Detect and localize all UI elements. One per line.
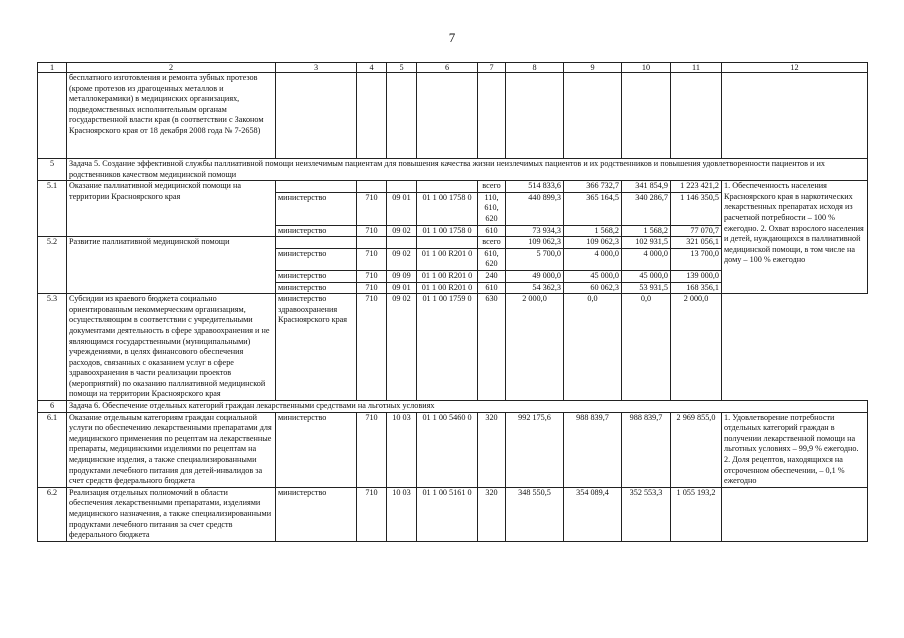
- column-header: 9: [564, 63, 622, 73]
- cell-code: 710: [357, 282, 387, 294]
- cell-expense-type: 610: [478, 282, 506, 294]
- cell-code: 09 02: [387, 294, 417, 401]
- cell-expense-type: 240: [478, 270, 506, 282]
- cell-amount: 5 700,0: [506, 248, 564, 270]
- cell-code: 01 1 00 R201 0: [417, 270, 478, 282]
- cell-expense-type: 110, 610, 620: [478, 192, 506, 225]
- column-header: 2: [67, 63, 276, 73]
- cell-amount: 77 070,7: [671, 225, 722, 237]
- table-row: [38, 412, 868, 487]
- cell-expense-type: 630: [478, 294, 506, 401]
- activity-name: бесплатного изготовления и ремонта зубных протезов (кроме протезов из драгоценных металлов и металлокерамики) в медицинских организациях, подведомственных исполнительным органам государственной власти края (в соответствии с Законом Красноярского края от 18 декабря 2008 года № 7-2658): [67, 73, 276, 159]
- cell-amount: 13 700,0: [671, 248, 722, 270]
- cell-code: 09 02: [387, 225, 417, 237]
- cell-code: 09 01: [387, 192, 417, 225]
- cell-code: 710: [357, 294, 387, 401]
- task-row: [38, 401, 868, 413]
- row-number: 6.1: [38, 412, 67, 487]
- cell-code: 01 1 00 1759 0: [417, 294, 478, 401]
- column-header: 3: [276, 63, 357, 73]
- cell-executor: министерство: [276, 270, 357, 282]
- column-header: 4: [357, 63, 387, 73]
- cell-amount: 60 062,3: [564, 282, 622, 294]
- cell-amount: 1 223 421,2: [671, 181, 722, 193]
- cell-amount: 2 000,0: [506, 294, 564, 401]
- column-header: 5: [387, 63, 417, 73]
- cell-amount: 45 000,0: [622, 270, 671, 282]
- activity-name: Субсидии из краевого бюджета социально ориентированным некоммерческим организациям, осуществляющим в соответствии с учредительными документами деятельность в сфере здравоохранения и не являющимся государственными (муниципальными) учреждениями, в целях финансового обеспечения расходов, связанных с оказанием услуг в сфере здравоохранения в части реализации проектов (мероприятий) по оказанию паллиативной медицинской помощи на территории Красноярского края: [67, 294, 276, 401]
- cell-code: 10 03: [387, 487, 417, 541]
- cell-amount: 53 931,5: [622, 282, 671, 294]
- cell-amount: 988 839,7: [564, 412, 622, 487]
- cell-code: 01 1 00 1758 0: [417, 192, 478, 225]
- row-number: 5.3: [38, 294, 67, 401]
- cell-amount: 4 000,0: [564, 248, 622, 270]
- activity-name: Реализация отдельных полномочий в области обеспечения лекарственными препаратами, изделиями медицинского назначения, а также специализированными продуктами лечебного питания за счет средств федерального бюджета: [67, 487, 276, 541]
- cell-amount: 54 362,3: [506, 282, 564, 294]
- table-row: [38, 181, 868, 193]
- cell-expense-type: 320: [478, 412, 506, 487]
- cell-amount: 352 553,3: [622, 487, 671, 541]
- column-header: 6: [417, 63, 478, 73]
- cell-amount: 1 568,2: [564, 225, 622, 237]
- cell-code: 01 1 00 5460 0: [417, 412, 478, 487]
- cell-expense-type: 610: [478, 225, 506, 237]
- activity-name: Оказание отдельным категориям граждан социальной услуги по обеспечению лекарственными препаратами для медицинского применения по рецептам на лекарственные препараты, медицинскими изделиями по рецептам на медицинские изделия, а также специализированными продуктами лечебного питания для детей-инвалидов за счет средств федерального бюджета: [67, 412, 276, 487]
- cell-executor: министерство: [276, 248, 357, 270]
- expected-result: 1. Обеспеченность населения Красноярского края в наркотических лекарственных препаратах исходя из расчетной потребности – 100 % ежегодно. 2. Охват взрослого населения и детей, нуждающихся в паллиативной медицинской помощи, в том числе на дому – 100 % ежегодно: [722, 181, 868, 294]
- cell-expense-type: всего: [478, 181, 506, 193]
- cell-amount: 73 934,3: [506, 225, 564, 237]
- cell-code: 10 03: [387, 412, 417, 487]
- cell-amount: 992 175,6: [506, 412, 564, 487]
- row-number: 5.2: [38, 237, 67, 294]
- cell-amount: 139 000,0: [671, 270, 722, 282]
- column-header: 8: [506, 63, 564, 73]
- cell-amount: 102 931,5: [622, 237, 671, 249]
- activity-name: Развитие паллиативной медицинской помощи: [67, 237, 276, 294]
- cell-amount: 49 000,0: [506, 270, 564, 282]
- column-header: 7: [478, 63, 506, 73]
- cell-code: 710: [357, 270, 387, 282]
- cell-expense-type: всего: [478, 237, 506, 249]
- task-row: [38, 159, 868, 181]
- cell-executor: министерство: [276, 225, 357, 237]
- cell-expense-type: 320: [478, 487, 506, 541]
- row-number: 6.2: [38, 487, 67, 541]
- cell-expense-type: 610, 620: [478, 248, 506, 270]
- row-number: 6: [38, 401, 67, 413]
- cell-code: 710: [357, 487, 387, 541]
- column-header: 12: [722, 63, 868, 73]
- task-title: Задача 6. Обеспечение отдельных категорий граждан лекарственными средствами на льготных условиях: [67, 401, 868, 413]
- cell-code: 01 1 00 1758 0: [417, 225, 478, 237]
- cell-amount: 1 146 350,5: [671, 192, 722, 225]
- column-number-row: [38, 63, 868, 73]
- row-number: 5.1: [38, 181, 67, 237]
- cell-amount: 109 062,3: [506, 237, 564, 249]
- cell-amount: 4 000,0: [622, 248, 671, 270]
- row-number: 5: [38, 159, 67, 181]
- task-title: Задача 5. Создание эффективной службы паллиативной помощи неизлечимым пациентам для повышения качества жизни неизлечимых пациентов и их родственников и повышения удовлетворенности пациентов и их родственников качеством медицинской помощи: [67, 159, 868, 181]
- cell-executor: министерство: [276, 282, 357, 294]
- cell-code: 710: [357, 225, 387, 237]
- cell-amount: 988 839,7: [622, 412, 671, 487]
- cell-amount: 0,0: [622, 294, 671, 401]
- cell-code: 09 02: [387, 248, 417, 270]
- expected-result: 1. Удовлетворение потребности отдельных категорий граждан в получении лекарственной помощи на льготных условиях – 99,9 % ежегодно. 2. Доля рецептов, находящихся на отсроченном обеспечении, – 0,1 % ежегодно: [722, 412, 868, 487]
- activity-name: Оказание паллиативной медицинской помощи на территории Красноярского края: [67, 181, 276, 237]
- cell-amount: 341 854,9: [622, 181, 671, 193]
- cell-amount: 348 550,5: [506, 487, 564, 541]
- cell-executor: министерство здравоохранения Красноярского края: [276, 294, 357, 401]
- program-activities-table: [37, 62, 868, 542]
- cell-amount: 354 089,4: [564, 487, 622, 541]
- cell-amount: 168 356,1: [671, 282, 722, 294]
- cell-amount: 45 000,0: [564, 270, 622, 282]
- cell-amount: 340 286,7: [622, 192, 671, 225]
- cell-executor: министерство: [276, 192, 357, 225]
- cell-code: 01 1 00 5161 0: [417, 487, 478, 541]
- cell-code: 01 1 00 R201 0: [417, 282, 478, 294]
- cell-amount: 440 899,3: [506, 192, 564, 225]
- page-number: 7: [448, 30, 456, 45]
- cell-code: 09 09: [387, 270, 417, 282]
- table-row: [38, 487, 868, 541]
- table-row: [38, 73, 868, 159]
- cell-amount: 366 732,7: [564, 181, 622, 193]
- cell-amount: 1 055 193,2: [671, 487, 722, 541]
- column-header: 11: [671, 63, 722, 73]
- cell-code: 710: [357, 248, 387, 270]
- table-row: [38, 294, 868, 401]
- cell-amount: 1 568,2: [622, 225, 671, 237]
- cell-amount: 2 000,0: [671, 294, 722, 401]
- cell-amount: 321 056,1: [671, 237, 722, 249]
- cell-code: 710: [357, 412, 387, 487]
- cell-amount: 0,0: [564, 294, 622, 401]
- cell-code: 01 1 00 R201 0: [417, 248, 478, 270]
- cell-amount: 514 833,6: [506, 181, 564, 193]
- cell-amount: 109 062,3: [564, 237, 622, 249]
- column-header: 1: [38, 63, 67, 73]
- cell-code: 710: [357, 192, 387, 225]
- cell-executor: министерство: [276, 412, 357, 487]
- cell-amount: 365 164,5: [564, 192, 622, 225]
- cell-amount: 2 969 855,0: [671, 412, 722, 487]
- column-header: 10: [622, 63, 671, 73]
- cell-executor: министерство: [276, 487, 357, 541]
- cell-code: 09 01: [387, 282, 417, 294]
